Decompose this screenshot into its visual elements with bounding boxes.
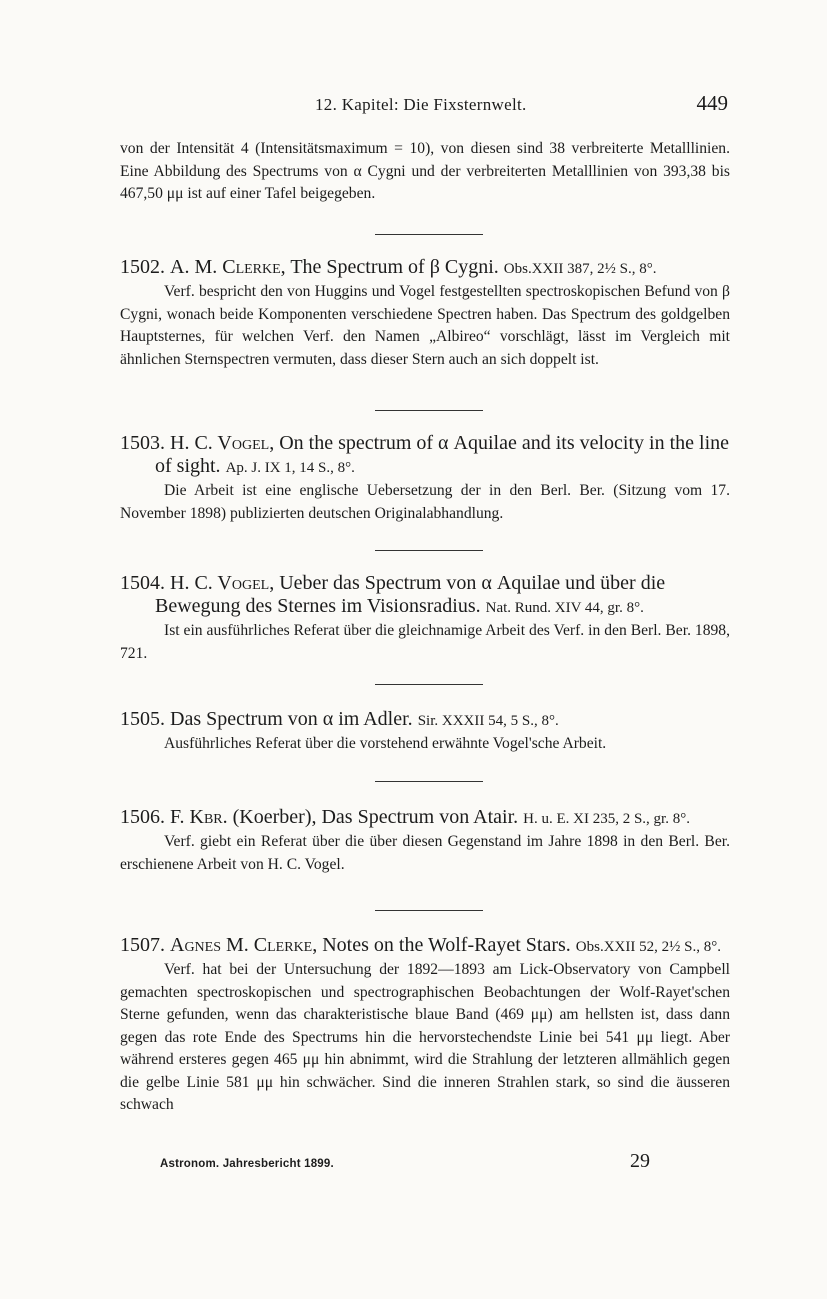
entry-reference: Obs.XXII 387, 2½ S., 8°. (503, 261, 657, 277)
entry-title-text: On the spectrum of α Aquilae and its velocity in the line of sight. (155, 432, 730, 477)
entry-body: Ist ein ausführliches Referat über die gleichnamige Arbeit des Verf. in den Berl. Ber. 1898, 721. (120, 622, 730, 662)
entry-reference: H. u. E. XI 235, 2 S., gr. 8°. (523, 811, 690, 827)
entry-title-text: Ueber das Spectrum von α Aquilae und über die Bewegung des Sternes im Visionsradius. (155, 572, 666, 617)
entry-1506 (120, 806, 730, 876)
entry-author: H. C. Vogel, (170, 572, 275, 594)
entry-author: A. M. Clerke, (170, 256, 286, 278)
entry-number: 1503. (120, 432, 165, 454)
separator-rule (375, 684, 483, 685)
entry-body: Verf. hat bei der Untersuchung der 1892—1893 am Lick-Observatory von Campbell gemachten spectroskopischen und spectrographischen Beobachtungen der Wolf-Rayet'schen Sterne gefunden, wenn das charakteristische blaue Band (469 μμ) am hellsten ist, dass dann gegen das rote Ende des Spectrums hin die hervorstechendste Linie bei 541 μμ liegt. Aber während ersteres gegen 465 μμ hin abnimmt, wird die Strahlung der letzteren allmählich gegen die gelbe Linie 581 μμ hin schwächer. Sind die inneren Strahlen stark, so sind die äusseren schwach (120, 961, 730, 1113)
footer-source: Astronom. Jahresbericht 1899. (160, 1158, 334, 1170)
running-title: 12. Kapitel: Die Fixsternwelt. (315, 95, 527, 114)
entry-body: Die Arbeit ist eine englische Uebersetzung der in den Berl. Ber. (Sitzung vom 17. November 1898) publizierten deutschen Originalabhandlung. (120, 482, 730, 522)
entry-number: 1506. (120, 806, 165, 828)
entry-1505 (120, 708, 730, 756)
entry-title-text: Notes on the Wolf-Rayet Stars. (322, 934, 571, 956)
entry-title (120, 256, 730, 281)
separator-rule (375, 550, 483, 551)
entry-body: Verf. bespricht den von Huggins und Vogel festgestellten spectroskopischen Befund von β Cygni, wonach beide Komponenten verschiedene Spectren haben. Das Spectrum des goldgelben Hauptsternes, für welchen Verf. den Namen „Albireo“ vorschlägt, lässt im Vergleich mit ähnlichen Sternspectren vermuten, dass dieser Stern auch an sich doppelt ist. (120, 283, 730, 368)
entry-reference: Sir. XXXII 54, 5 S., 8°. (417, 713, 559, 729)
entry-title-text: The Spectrum of β Cygni. (290, 256, 499, 278)
separator-rule (375, 910, 483, 911)
footer-signature: 29 (630, 1150, 650, 1172)
entry-number: 1502. (120, 256, 165, 278)
entry-author: H. C. Vogel, (170, 432, 275, 454)
entry-author: F. Kbr. (170, 806, 228, 828)
entry-reference: Nat. Rund. XIV 44, gr. 8°. (485, 600, 644, 616)
entry-author: Agnes M. Clerke, (170, 934, 318, 956)
intro-paragraph: von der Intensität 4 (Intensitätsmaximum = 10), von diesen sind 38 verbreiterte Metalllinien. Eine Abbildung des Spectrums von α Cygni und der verbreiterten Metalllinien von 393,38 bis 467,50 μμ ist auf einer Tafel beigegeben. (120, 140, 730, 202)
page-number: 449 (696, 91, 728, 115)
separator-rule (375, 781, 483, 782)
entry-body: Verf. giebt ein Referat über die über diesen Gegenstand im Jahre 1898 in den Berl. Ber. erschienene Arbeit von H. C. Vogel. (120, 833, 730, 873)
entry-reference: Obs.XXII 52, 2½ S., 8°. (575, 939, 721, 955)
entry-reference: Ap. J. IX 1, 14 S., 8°. (225, 460, 355, 476)
separator-rule (375, 410, 483, 411)
entry-1502 (120, 256, 730, 371)
separator-rule (375, 234, 483, 235)
entry-title (120, 708, 730, 733)
entry-title (120, 572, 730, 620)
entry-body: Ausführliches Referat über die vorstehend erwähnte Vogel'sche Arbeit. (164, 735, 607, 752)
entry-1503 (120, 432, 730, 525)
entry-title (120, 806, 730, 831)
entry-number: 1505. (120, 708, 165, 730)
entry-1507 (120, 934, 730, 1117)
entry-title (120, 432, 730, 480)
intro-paragraph-block (120, 138, 730, 206)
entry-title (120, 934, 730, 959)
page-header (120, 91, 730, 119)
entry-number: 1507. (120, 934, 165, 956)
entry-title-text: Das Spectrum von α im Adler. (170, 708, 413, 730)
entry-1504 (120, 572, 730, 665)
entry-number: 1504. (120, 572, 165, 594)
entry-title-text: (Koerber), Das Spectrum von Atair. (232, 806, 519, 828)
